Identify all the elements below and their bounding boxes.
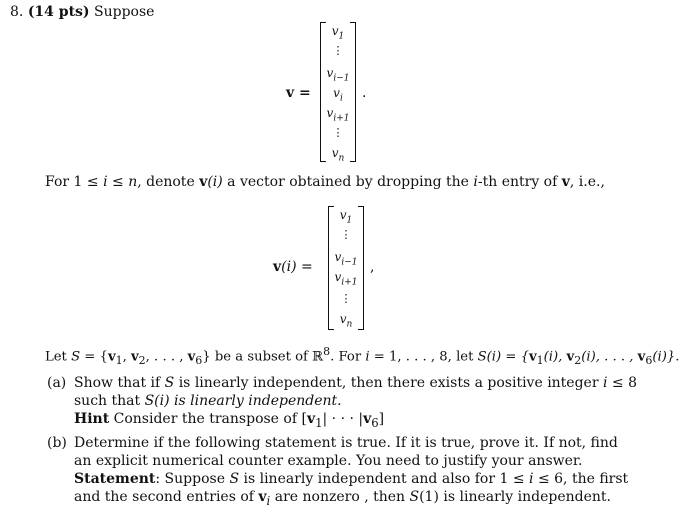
vector-v-lhs: v = [286, 85, 311, 101]
let-line: Let $S = \{v_1$, $v_2$, . . . , $v_6$} be a subset of ℝ$^8$. For i = 1, . . . , 8, let $S(i) = \{v_1(i)$, $v_2(i)$, . . . , $v_6(i)$}. [45, 345, 680, 368]
v-entry-dots-2: ⋮ [332, 126, 344, 139]
part-a-label: (a) [47, 375, 67, 391]
v-entry-i: $v_i$ [333, 86, 343, 104]
vi-entry-dots-1: ⋮ [340, 228, 352, 241]
part-b-line4: and the second entries of $v_i$ are nonzero , then S(1) is linearly independent. [74, 489, 611, 508]
part-a-line1: Show that if S is linearly independent, then there exists a positive integer i ≤ 8 [74, 375, 638, 391]
part-b-label: (b) [47, 435, 67, 451]
vector-v-matrix [320, 22, 356, 162]
v-entry-i-plus-1: $v_{i+1}$ [326, 106, 350, 124]
part-a-line2: such that S(i) is linearly independent. [74, 393, 342, 409]
vi-entry-i-minus-1: $v_{i-1}$ [334, 250, 358, 268]
definition-line: For 1 ≤ i ≤ n, denote v(i) a vector obtained by dropping the i-th entry of v, i.e., [45, 174, 605, 190]
vi-entry-1: $v_1$ [339, 208, 353, 226]
vector-vi-matrix [328, 206, 364, 330]
v-entry-1: $v_1$ [331, 24, 345, 42]
problem-number: 8. [10, 4, 24, 20]
v-entry-i-minus-1: $v_{i-1}$ [326, 66, 350, 84]
vi-entry-i-plus-1: $v_{i+1}$ [334, 270, 358, 288]
v-entry-dots-1: ⋮ [332, 44, 344, 57]
problem-intro: Suppose [94, 4, 155, 20]
part-a-hint: Hint Consider the transpose of [$v_1|$ · · · $|v_6$] [74, 411, 385, 430]
vector-v-trail: . [362, 85, 367, 101]
v-entry-n: $v_n$ [331, 146, 345, 164]
part-b-line2: an explicit numerical counter example. You need to justify your answer. [74, 453, 583, 469]
vi-entry-dots-2: ⋮ [340, 292, 352, 305]
vector-vi-lhs: v(i) = [273, 259, 313, 275]
vi-entry-n: $v_n$ [339, 312, 353, 330]
problem-points: (14 pts) [27, 4, 90, 20]
problem-header [10, 3, 154, 21]
part-b-line3: Statement: Suppose S is linearly independent and also for 1 ≤ i ≤ 6, the first [74, 471, 629, 487]
vector-vi-trail: , [370, 259, 375, 275]
part-b-line1: Determine if the following statement is true. If it is true, prove it. If not, find [74, 435, 618, 451]
